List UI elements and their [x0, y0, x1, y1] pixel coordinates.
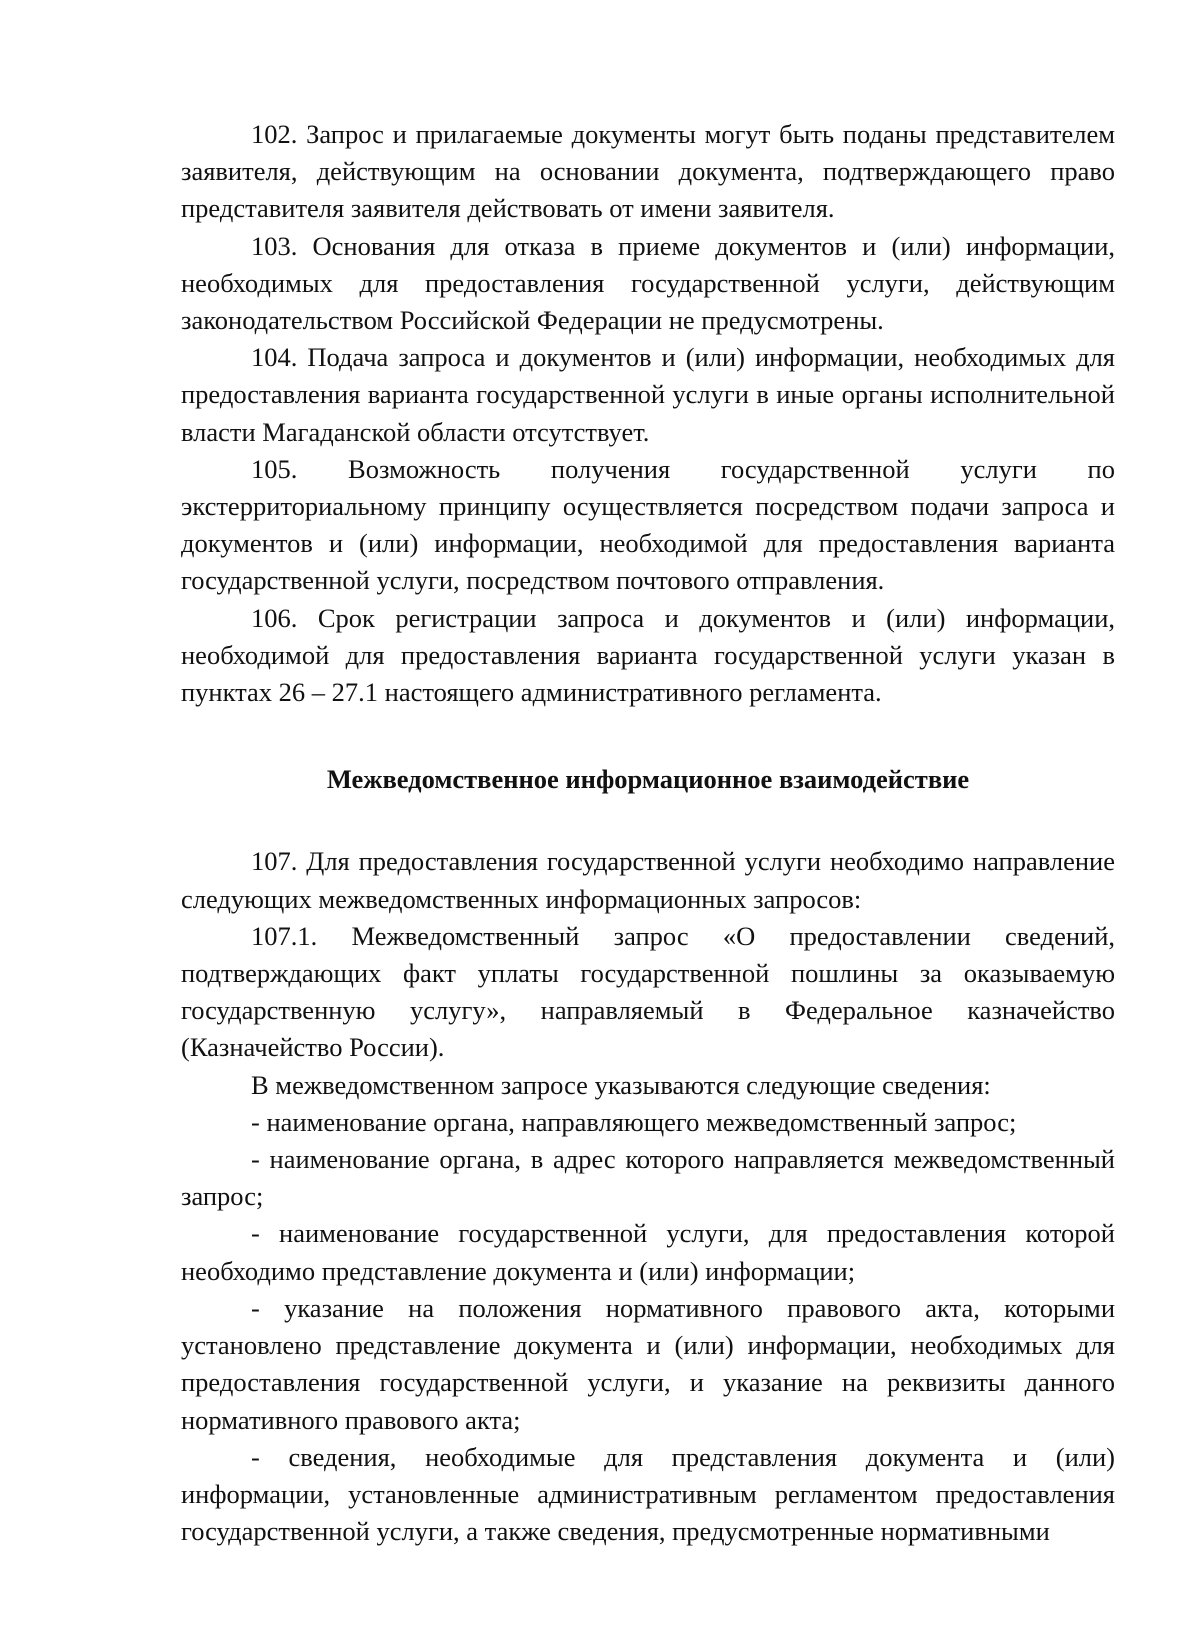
section-heading: Межведомственное информационное взаимодействие	[326, 764, 970, 795]
list-item-sender-name: - наименование органа, направляющего межведомственный запрос;	[251, 1106, 1017, 1137]
paragraph-104: 104. Подача запроса и документов и (или) информации, необходимых для предоставления варианта государственной услуги в иные органы исполнительной власти Магаданской области отсутствует.	[181, 342, 1115, 447]
list-item-service-name: - наименование государственной услуги, для предоставления которой необходимо представление документа и (или) информации;	[181, 1218, 1115, 1286]
paragraph-106: 106. Срок регистрации запроса и документов и (или) информации, необходимой для предоставления варианта государственной услуги указан в пунктах 26 – 27.1 настоящего административного регламента.	[181, 602, 1115, 708]
list-item-legal-act: - указание на положения нормативного правового акта, которыми установлено представление документа и (или) информации, необходимых для предоставления государственной услуги, и указание на реквизиты данного нормативного правового акта;	[181, 1292, 1115, 1435]
paragraph-103: 103. Основания для отказа в приеме документов и (или) информации, необходимых для предоставления государственной услуги, действующим законодательством Российской Федерации не предусмотрены.	[181, 230, 1115, 336]
paragraph-107-1: 107.1. Межведомственный запрос «О предоставлении сведений, подтверждающих факт уплаты государственной пошлины за оказываемую государственную услугу», направляемый в Федеральное казначейство (Казначейство России).	[181, 920, 1115, 1063]
list-item-required-info: - сведения, необходимые для представления документа и (или) информации, установленные административным регламентом предоставления государственной услуги, а также сведения, предусмотренные нормативными	[181, 1441, 1115, 1547]
paragraph-102: 102. Запрос и прилагаемые документы могут быть поданы представителем заявителя, действующим на основании документа, подтверждающего право представителя заявителя действовать от имени заявителя.	[181, 119, 1115, 224]
list-item-recipient-name: - наименование органа, в адрес которого направляется межведомственный запрос;	[181, 1144, 1115, 1212]
paragraph-105: 105. Возможность получения государственной услуги по экстерриториальному принципу осуществляется посредством подачи запроса и документов и (или) информации, необходимой для предоставления варианта государственной услуги, посредством почтового отправления.	[181, 453, 1115, 596]
document-body	[181, 116, 1115, 1550]
paragraph-request-details: В межведомственном запросе указываются следующие сведения:	[251, 1069, 991, 1100]
paragraph-107: 107. Для предоставления государственной услуги необходимо направление следующих межведомственных информационных запросов:	[181, 846, 1115, 914]
